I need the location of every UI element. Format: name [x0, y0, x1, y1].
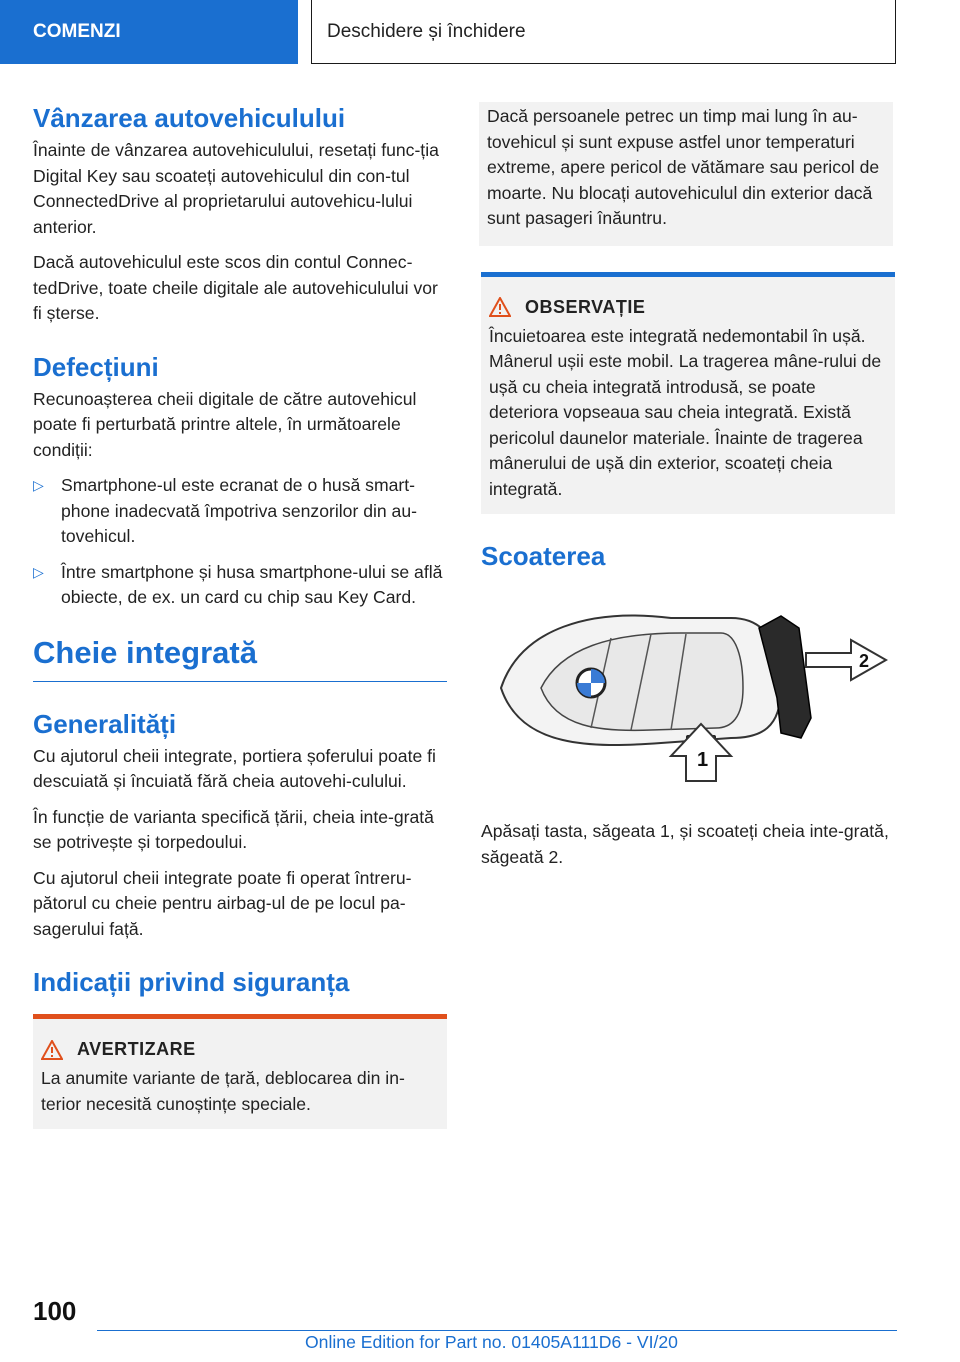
- paragraph-general-3: Cu ajutorul cheii integrate poate fi operat întreru-pătorul cu cheie pentru airbag-ul de pe locul pa-sagerului față.: [33, 867, 412, 939]
- list-item: [33, 560, 447, 611]
- paragraph-sale-2: Dacă autovehiculul este scos din contul Connec-tedDrive, toate cheile digitale ale autovehiculului vor fi șterse.: [33, 252, 438, 323]
- warning-continuation: [479, 102, 893, 246]
- note-box: [481, 272, 895, 515]
- warning-triangle-icon: [489, 297, 511, 317]
- paragraph-general-1: Cu ajutorul cheii integrate, portiera șoferului poate fi descuiată și încuiată fără cheia autovehi-culului.: [33, 745, 436, 791]
- heading-faults: Defecțiuni: [33, 351, 159, 382]
- warning-title: AVERTIZARE: [77, 1039, 196, 1059]
- main-heading-block: [33, 631, 447, 682]
- heading-integrated-key: Cheie integrată: [33, 634, 257, 670]
- section-tab: [0, 0, 298, 64]
- paragraph-faults: Recunoașterea cheii digitale de către autovehicul poate fi perturbată printre altele, în următoarele condiții:: [33, 388, 417, 460]
- heading-general: Generalități: [33, 708, 177, 739]
- warning-box: [33, 1014, 447, 1129]
- warning-text: La anumite variante de țară, deblocarea din in-terior necesită cunoștințe speciale.: [41, 1068, 405, 1114]
- note-header: [481, 289, 895, 324]
- triangle-bullet-icon: ▷: [33, 477, 44, 493]
- arrow-2: [806, 640, 886, 680]
- list-item-text: Între smartphone și husa smartphone-ului se află obiecte, de ex. un card cu chip sau Key Card.: [61, 561, 443, 607]
- list-item-text: Smartphone-ul este ecranat de o husă smart-phone inadecvată împotriva senzorilor din au-tovehicul.: [61, 475, 417, 546]
- heading-removal: Scoaterea: [481, 541, 606, 571]
- heading-sale: Vânzarea autovehiculului: [33, 103, 346, 133]
- key-removal-figure: [481, 588, 895, 788]
- note-title: OBSERVAȚIE: [525, 296, 646, 317]
- chapter-tab: [311, 0, 896, 64]
- paragraph-sale-1: Înainte de vânzarea autovehiculului, resetați func-ția Digital Key sau scoateți autovehiculul din con-tul ConnectedDrive al proprietarului autovehicu-lului anterior.: [33, 140, 439, 237]
- right-column: [481, 102, 895, 880]
- triangle-bullet-icon: ▷: [33, 563, 44, 580]
- arrow-1-label: 1: [697, 749, 709, 771]
- left-column: [33, 98, 447, 1151]
- list-item: [33, 473, 447, 550]
- warning-header: [33, 1031, 447, 1066]
- heading-safety: Indicații privind siguranța: [33, 967, 350, 997]
- note-text: Încuietoarea este integrată nedemontabil în ușă. Mânerul ușii este mobil. La tragerea mâne-rului de ușă cu cheia integrată introdusă, se poate deteriora vopseaua sau cheia integrată. Există pericolul daunelor materiale. Înainte de tragerea mânerului de ușă din exterior, scoateți cheia integrată.: [489, 325, 882, 499]
- page-number: 100: [33, 1296, 77, 1326]
- chapter-title: Deschidere și închidere: [327, 20, 526, 42]
- paragraph-general-2: În funcție de varianta specifică țării, cheia inte-grată se potrivește și torpedoului.: [33, 806, 434, 852]
- section-title: COMENZI: [33, 21, 121, 42]
- warning-triangle-icon: [41, 1040, 63, 1060]
- footer-divider: [97, 1330, 897, 1331]
- warning-continuation-text: Dacă persoanele petrec un timp mai lung în au-tovehicul și sunt expuse astfel unor temperaturi extreme, apere pericol de vătămare sau pericol de moarte. Nu blocați autovehiculul din exterior dacă sunt pasageri înăuntru.: [487, 106, 880, 228]
- paragraph-removal: Apăsați tasta, săgeata 1, și scoateți cheia inte-grată, săgeată 2.: [481, 821, 889, 867]
- arrow-2-label: 2: [859, 651, 870, 671]
- edition-note: Online Edition for Part no. 01405A111D6 - VI/20: [305, 1332, 678, 1352]
- faults-list: [33, 473, 447, 611]
